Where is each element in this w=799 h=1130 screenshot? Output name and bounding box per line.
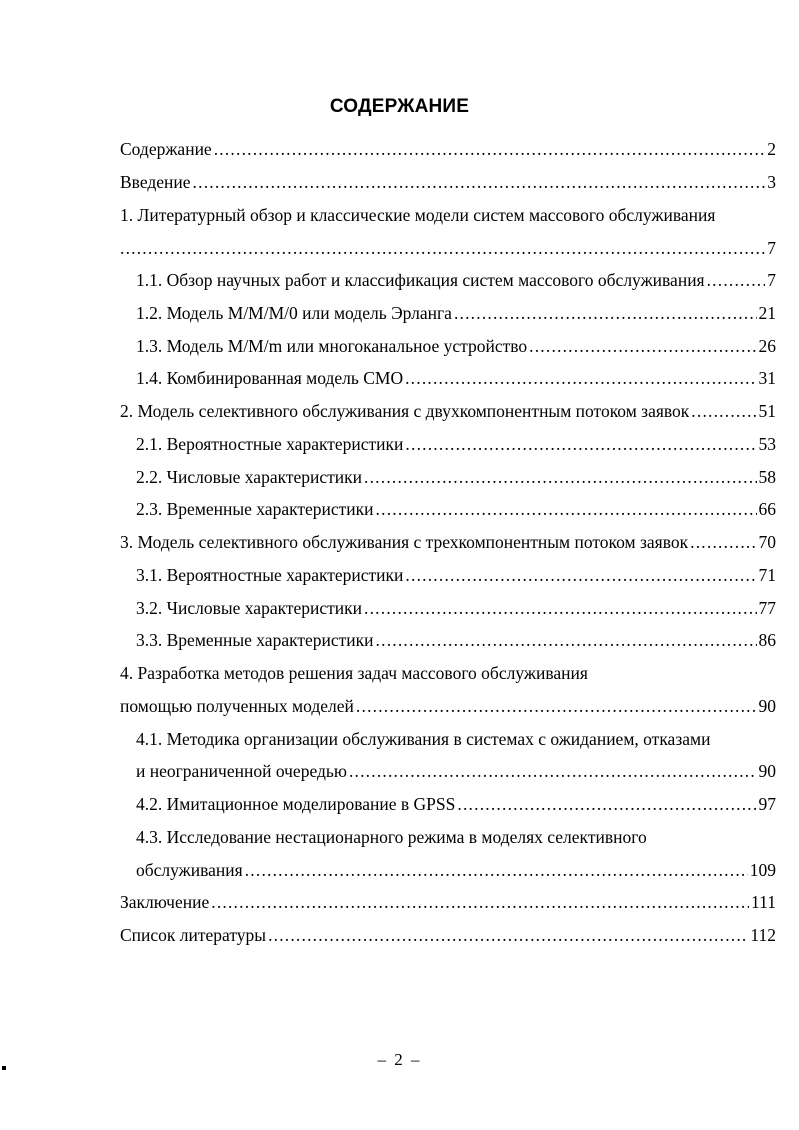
toc-page-number: 90 bbox=[758, 761, 776, 781]
toc-entry-title: помощью полученных моделей bbox=[120, 696, 354, 716]
toc-entry-chapter-1 bbox=[120, 203, 776, 227]
dot-leader bbox=[211, 890, 749, 914]
toc-entry-title: 1.2. Модель M/M/M/0 или модель Эрланга bbox=[136, 303, 452, 323]
toc-page-number: 26 bbox=[758, 336, 776, 356]
dot-leader bbox=[376, 628, 757, 652]
toc-entry-section-1-4 bbox=[136, 366, 776, 390]
dot-leader bbox=[364, 596, 756, 620]
toc-entry-title: 1. Литературный обзор и классические модели систем массового обслуживания bbox=[120, 205, 716, 225]
toc-entry-title: Содержание bbox=[120, 139, 212, 159]
toc-page-number: 112 bbox=[750, 925, 776, 945]
toc-entry-title: 4. Разработка методов решения задач массового обслуживания bbox=[120, 663, 588, 683]
toc-entry-title: 3.3. Временные характеристики bbox=[136, 630, 374, 650]
toc-entry-section-1-2 bbox=[136, 301, 776, 325]
dot-leader bbox=[245, 858, 748, 882]
toc-entry-conclusion bbox=[120, 890, 776, 914]
toc-entry-title: 1.1. Обзор научных работ и классификация систем массового обслуживания bbox=[136, 270, 705, 290]
dot-leader bbox=[268, 923, 748, 947]
toc-page-number: 86 bbox=[758, 630, 776, 650]
dot-leader bbox=[214, 137, 766, 161]
toc-entry-title: 3. Модель селективного обслуживания с трехкомпонентным потоком заявок bbox=[120, 532, 689, 552]
toc-entry-section-4-3 bbox=[136, 825, 776, 849]
toc-entry-title: обслуживания bbox=[136, 860, 243, 880]
dot-leader bbox=[356, 694, 757, 718]
toc-entry-title: Список литературы bbox=[120, 925, 267, 945]
toc-page-number: 58 bbox=[758, 467, 776, 487]
toc-page-number: 21 bbox=[758, 303, 776, 323]
toc-page-number: 51 bbox=[758, 401, 776, 421]
toc-entry-section-4-3-continued bbox=[136, 858, 776, 882]
toc-page-number: 7 bbox=[767, 238, 776, 258]
toc-entry-section-3-1 bbox=[136, 563, 776, 587]
toc-entry-contents bbox=[120, 137, 776, 161]
toc-page-number: 31 bbox=[758, 368, 776, 388]
toc-page-number: 70 bbox=[758, 532, 776, 552]
toc-entry-title: 1.3. Модель M/M/m или многоканальное устройство bbox=[136, 336, 528, 356]
toc-entry-section-4-1-continued bbox=[136, 759, 776, 783]
toc-page-number: 71 bbox=[758, 565, 776, 585]
toc-page-number: 111 bbox=[751, 892, 776, 912]
toc-entry-chapter-3 bbox=[120, 530, 776, 554]
toc-entry-references bbox=[120, 923, 776, 947]
toc-entry-title: 2.3. Временные характеристики bbox=[136, 499, 374, 519]
dot-leader bbox=[364, 465, 756, 489]
toc-entry-title: 4.1. Методика организации обслуживания в системах с ожиданием, отказами bbox=[136, 729, 711, 749]
toc-entry-title: 2.1. Вероятностные характеристики bbox=[136, 434, 404, 454]
dot-leader bbox=[405, 366, 756, 390]
dot-leader bbox=[376, 497, 757, 521]
dot-leader bbox=[193, 170, 766, 194]
toc-entry-title: Заключение bbox=[120, 892, 210, 912]
toc-page-number: 7 bbox=[767, 270, 776, 290]
dot-leader bbox=[405, 563, 756, 587]
toc-entry-section-2-3 bbox=[136, 497, 776, 521]
toc-entry-introduction bbox=[120, 170, 776, 194]
toc-page-number: 3 bbox=[767, 172, 776, 192]
toc-entry-title: 4.3. Исследование нестационарного режима в моделях селективного bbox=[136, 827, 647, 847]
toc-entry-section-1-3 bbox=[136, 334, 776, 358]
toc-entry-title: 4.2. Имитационное моделирование в GPSS bbox=[136, 794, 456, 814]
toc-entry-section-2-2 bbox=[136, 465, 776, 489]
toc-page-number: 53 bbox=[758, 434, 776, 454]
dot-leader bbox=[691, 399, 756, 423]
toc-page-number: 66 bbox=[758, 499, 776, 519]
toc-entry-title: 3.1. Вероятностные характеристики bbox=[136, 565, 404, 585]
toc-entry-chapter-1-continued bbox=[120, 236, 776, 260]
toc-entry-title: 1.4. Комбинированная модель СМО bbox=[136, 368, 404, 388]
toc-entry-section-1-1 bbox=[136, 268, 776, 292]
toc-entry-chapter-2 bbox=[120, 399, 776, 423]
toc-entry-chapter-4-continued bbox=[120, 694, 776, 718]
page-number-footer: – 2 – bbox=[377, 1050, 422, 1069]
dot-leader bbox=[690, 530, 756, 554]
toc-entry-section-2-1 bbox=[136, 432, 776, 456]
dot-leader bbox=[529, 334, 756, 358]
dot-leader bbox=[707, 268, 766, 292]
toc-page-number: 97 bbox=[758, 794, 776, 814]
dot-leader bbox=[349, 759, 757, 783]
toc-entry-section-3-2 bbox=[136, 596, 776, 620]
toc-entry-section-3-3 bbox=[136, 628, 776, 652]
scan-speck bbox=[2, 1066, 6, 1070]
dot-leader bbox=[454, 301, 757, 325]
toc-page-number: 90 bbox=[758, 696, 776, 716]
toc-entry-section-4-2 bbox=[136, 792, 776, 816]
page-title: СОДЕРЖАНИЕ bbox=[329, 96, 470, 117]
toc-entry-title: 2.2. Числовые характеристики bbox=[136, 467, 363, 487]
toc-entry-section-4-1 bbox=[136, 727, 776, 751]
toc-entry-title: Введение bbox=[120, 172, 191, 192]
dot-leader bbox=[405, 432, 756, 456]
toc-page-number: 109 bbox=[749, 860, 776, 880]
dot-leader bbox=[120, 236, 765, 260]
toc-entry-title: 3.2. Числовые характеристики bbox=[136, 598, 363, 618]
toc-page-number: 2 bbox=[767, 139, 776, 159]
toc-entry-chapter-4 bbox=[120, 661, 776, 685]
toc-entry-title: и неограниченной очередью bbox=[136, 761, 347, 781]
toc-page-number: 77 bbox=[758, 598, 776, 618]
dot-leader bbox=[457, 792, 756, 816]
toc-entry-title: 2. Модель селективного обслуживания с двухкомпонентным потоком заявок bbox=[120, 401, 690, 421]
